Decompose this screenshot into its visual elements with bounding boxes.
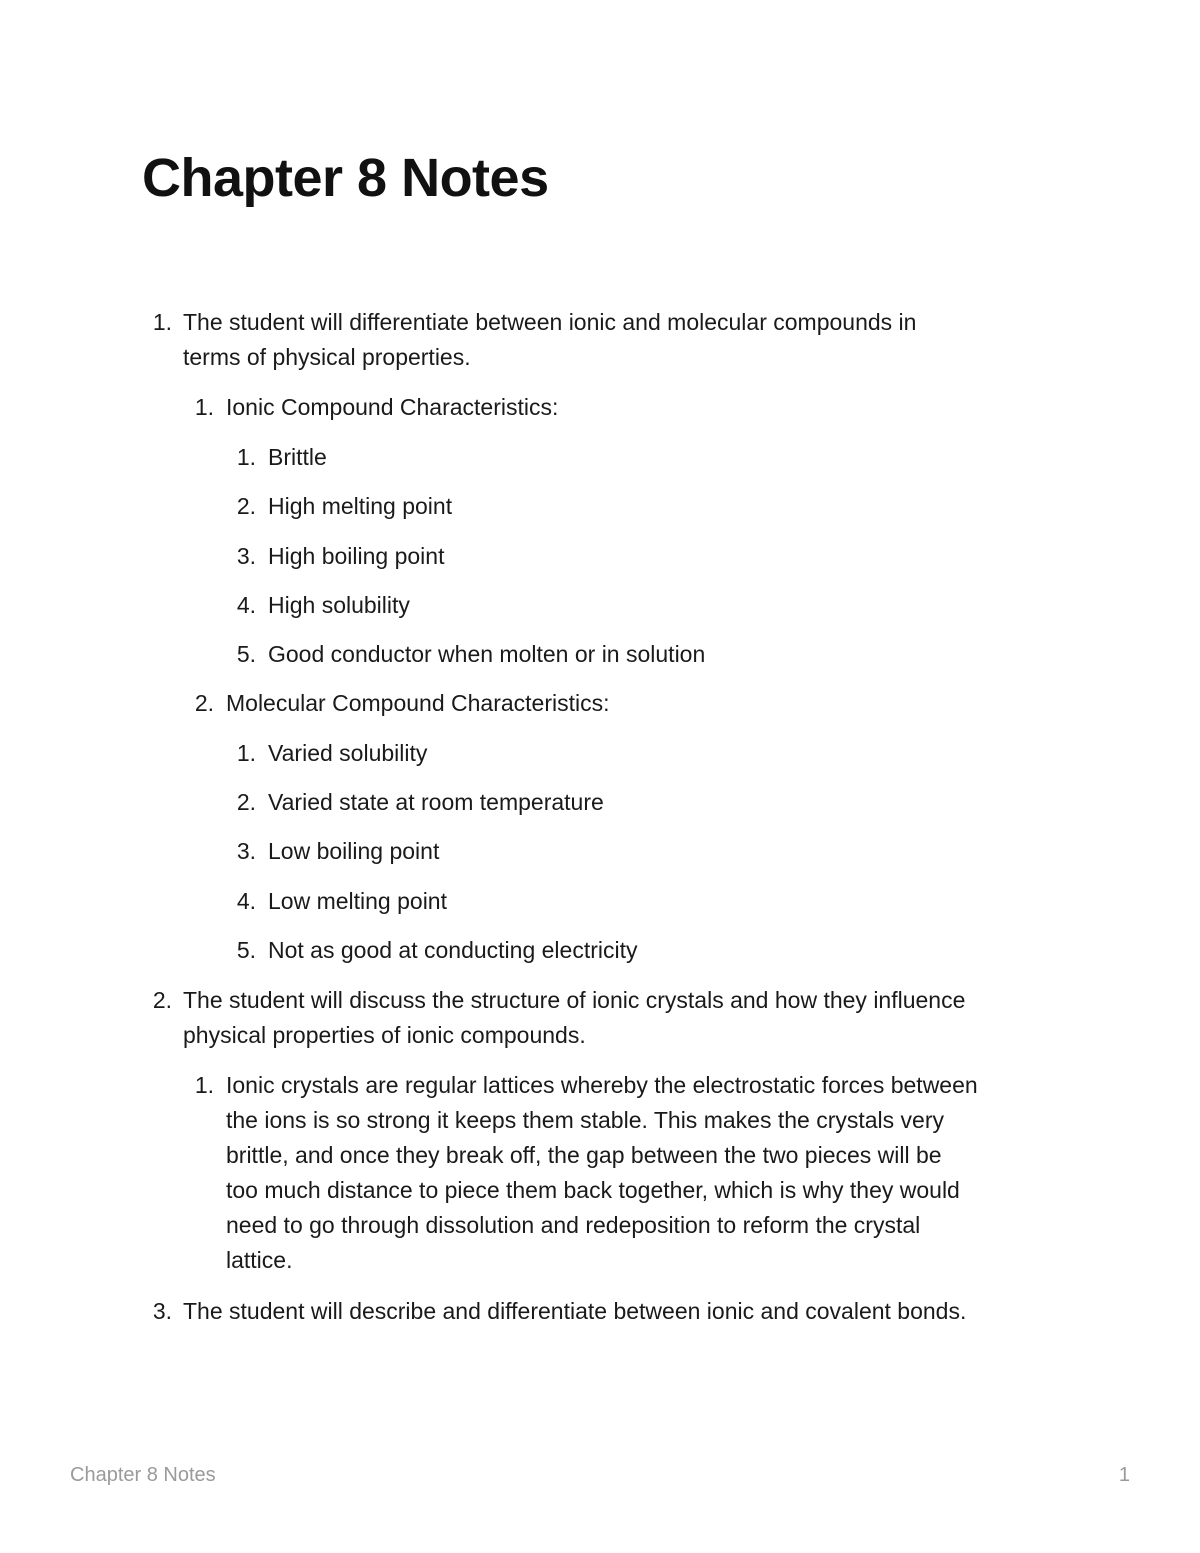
list-text-line: The student will describe and differentiate between ionic and covalent bonds. bbox=[183, 1298, 967, 1324]
list-text-line: The student will differentiate between ionic and molecular compounds in bbox=[183, 309, 917, 335]
list-number: 3. bbox=[236, 838, 256, 864]
list-text-line: High solubility bbox=[268, 592, 410, 618]
list-text-line: The student will discuss the structure of ionic crystals and how they influence bbox=[183, 987, 966, 1013]
list-number: 1. bbox=[152, 309, 172, 335]
list-text-line: need to go through dissolution and redeposition to reform the crystal bbox=[226, 1212, 921, 1238]
list-number: 1. bbox=[194, 1072, 214, 1098]
list-number: 5. bbox=[236, 937, 256, 963]
list-number: 1. bbox=[236, 740, 256, 766]
list-text-line: High melting point bbox=[268, 493, 453, 519]
list-text-line: terms of physical properties. bbox=[183, 344, 471, 370]
list-number: 3. bbox=[152, 1298, 172, 1324]
list-text-line: too much distance to piece them back together, which is why they would bbox=[226, 1177, 960, 1203]
list-text-line: Good conductor when molten or in solution bbox=[268, 641, 706, 667]
list-text-line: lattice. bbox=[226, 1247, 293, 1273]
list-number: 5. bbox=[236, 641, 256, 667]
list-text-line: the ions is so strong it keeps them stable. This makes the crystals very bbox=[226, 1107, 944, 1133]
list-text-line: Not as good at conducting electricity bbox=[268, 937, 638, 963]
page-title: Chapter 8 Notes bbox=[142, 148, 549, 208]
list-text-line: Ionic crystals are regular lattices whereby the electrostatic forces between bbox=[226, 1072, 978, 1098]
list-text-line: Brittle bbox=[268, 444, 327, 470]
list-text-line: High boiling point bbox=[268, 543, 445, 569]
list-number: 2. bbox=[152, 987, 172, 1013]
list-number: 2. bbox=[236, 493, 256, 519]
list-number: 1. bbox=[194, 394, 214, 420]
list-number: 1. bbox=[236, 444, 256, 470]
footer-title: Chapter 8 Notes bbox=[70, 1464, 216, 1486]
footer-page-number: 1 bbox=[1118, 1464, 1130, 1486]
list-text-line: Low boiling point bbox=[268, 838, 440, 864]
list-text-line: Ionic Compound Characteristics: bbox=[226, 394, 559, 420]
list-text-line: Molecular Compound Characteristics: bbox=[226, 690, 610, 716]
list-text-line: Low melting point bbox=[268, 888, 447, 914]
list-text-line: Varied state at room temperature bbox=[268, 789, 604, 815]
list-text-line: brittle, and once they break off, the gap between the two pieces will be bbox=[226, 1142, 942, 1168]
list-number: 2. bbox=[236, 789, 256, 815]
list-number: 2. bbox=[194, 690, 214, 716]
list-number: 4. bbox=[236, 888, 256, 914]
list-number: 3. bbox=[236, 543, 256, 569]
list-number: 4. bbox=[236, 592, 256, 618]
list-text-line: physical properties of ionic compounds. bbox=[183, 1022, 586, 1048]
list-text-line: Varied solubility bbox=[268, 740, 428, 766]
